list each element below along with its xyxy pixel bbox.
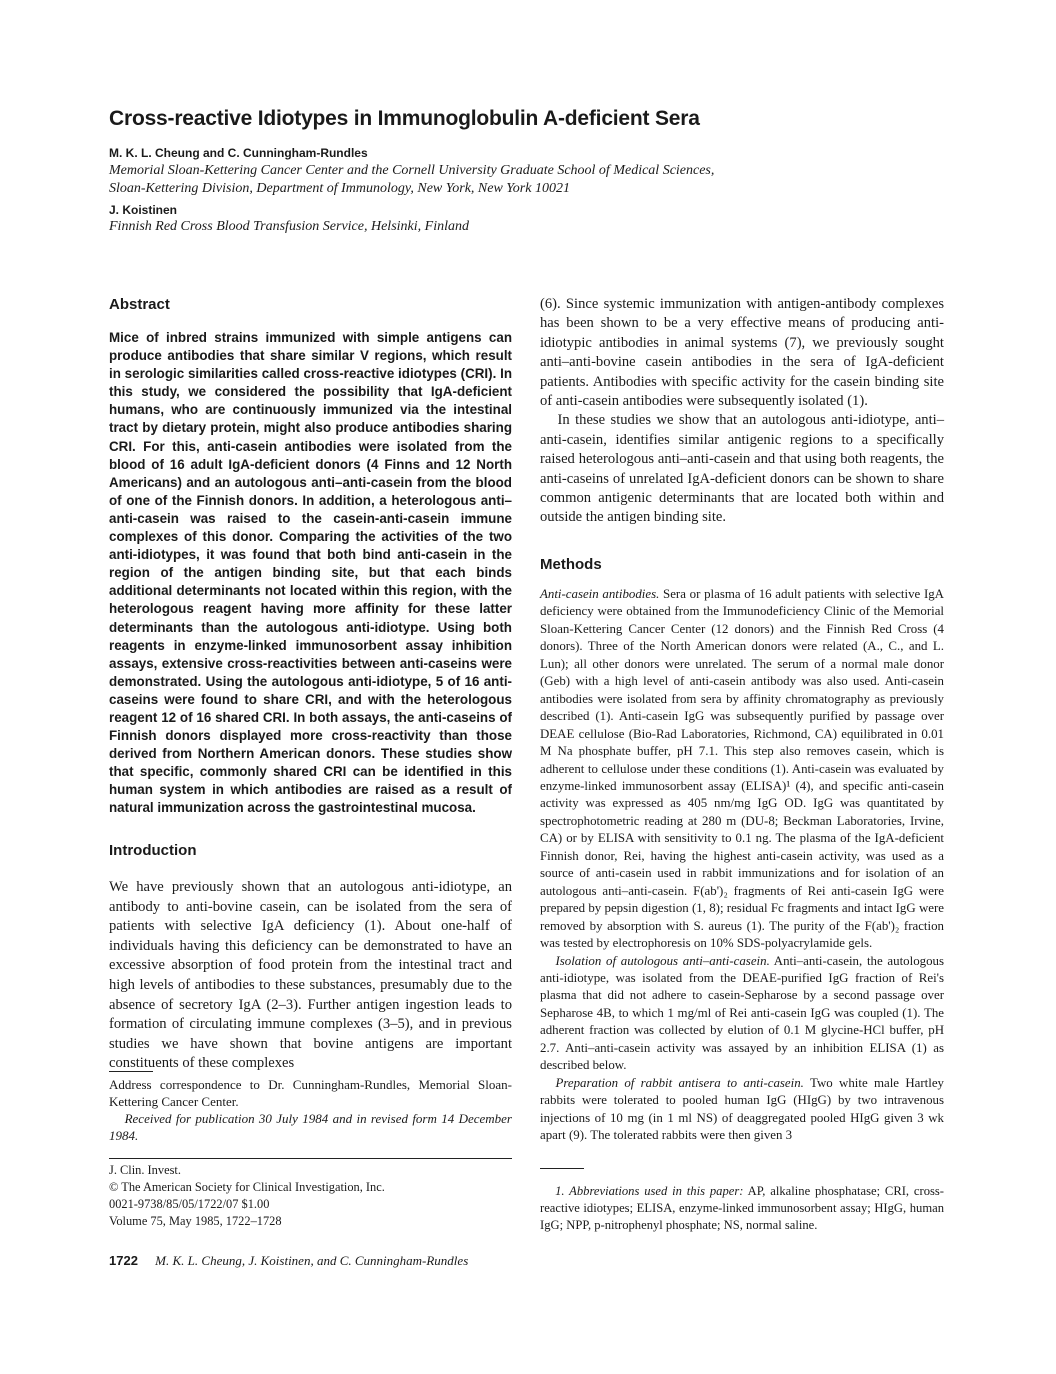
article-title: Cross-reactive Idiotypes in Immunoglobulin A-deficient Sera [109,107,700,130]
issn-line: 0021-9738/85/05/1722/07 $1.00 [109,1197,270,1211]
affiliation-1-line-2: Sloan-Kettering Division, Department of Immunology, New York, New York 10021 [109,181,570,196]
author-line-2: J. Koistinen [109,203,178,217]
intro-continued-paragraph-2: In these studies we show that an autologous anti-idiotype, anti–anti-casein, identifies similar antigenic regions to a specifically raised heterologous anti–anti-casein and that using both reagents, the anti-caseins of unrelated IgA-deficient donors can be shown to share common antigenic determinants that are located both within and outside the antigen binding site. [540,412,944,526]
footnote-rule-left [109,1071,153,1072]
received-text: Received for publication 30 July 1984 and in revised form 14 December 1984. [109,1111,512,1143]
abbreviations-footnote [540,1183,944,1234]
footer-authors: M. K. L. Cheung, J. Koistinen, and C. Cunningham-Rundles [155,1253,469,1268]
introduction-paragraph: We have previously shown that an autologous anti-idiotype, an antibody to anti-bovine casein, can be isolated from the sera of patients with selective IgA deficiency (1). About one-half of individuals having this deficiency can be demonstrated to have an excessive absorption of food protein from the intestinal tract and high levels of antibodies to these substances, presumably due to the absence of secretory IgA (2–3). Further antigen ingestion leads to formation of circulating immune complexes (3–5), and in previous studies we have shown that bovine antigens are important constituents of these complexes [109,879,512,1072]
abstract-text: Mice of inbred strains immunized with simple antigens can produce antibodies that share similar V regions, which result in serologic similarities called cross-reactive idiotypes (CRI). In this study, we considered the possibility that IgA-deficient humans, who are continuously immunized via the intestinal tract by dietary protein, might also produce antibodies sharing CRI. For this, anti-casein antibodies were isolated from the blood of 16 adult IgA-deficient donors (4 Finns and 12 North Americans) and an autologous anti–anti-casein from the blood of one of the Finnish donors. In addition, a heterologous anti–anti-casein was raised to the casein-anti-casein immune complexes of this donor. Comparing the activities of the two anti-idiotypes, it was found that both bind anti-casein in the region of the antigen binding site, but that each binds additional determinants not located within this region, with the heterologous reagent having more affinity for these latter determinants than the autologous anti-idiotype. Using both reagents in enzyme-linked immunosorbent assay inhibition assays, extensive cross-reactivities between anti-caseins were demonstrated. Using the autologous anti-idiotype, 5 of 16 anti-caseins were found to share CRI, and with the heterologous reagent 12 of 16 shared CRI. In both assays, the anti-caseins of Finnish donors displayed more cross-reactivity than those derived from Northern American donors. These studies show that specific, commonly shared CRI can be identified in this human system in which antibodies are raised as a result of natural immunization across the gastrointestinal mucosa. [109,330,512,816]
abstract-heading: Abstract [109,296,170,313]
methods-paragraph-3-text: Two white male Hartley rabbits were tolerated to pooled human IgG (HIgG) by two intravenous injections of 10 mg (in 1 ml NS) of deaggregated pooled HIgG given 3 wk apart (9). The tolerated rabbits were then given 3 [540,1075,944,1143]
affiliation-1 [109,162,929,198]
affiliation-1-line-1: Memorial Sloan-Kettering Cancer Center and the Cornell University Graduate School of Medical Sciences, [109,163,715,178]
methods-paragraph-1-text: Sera or plasma of 16 adult patients with selective IgA deficiency were obtained from the Immunodeficiency Clinic of the Memorial Sloan-Kettering Cancer Center (12 donors) and the Finnish Red Cross (4 donors). Three of the North American donors were related (A., C., and L. Lun); all other donors were unrelated. The serum of a normal male donor (Geb) with a high level of anti-casein antibody was also used. Anti-casein antibodies were isolated from sera by affinity chromatography as previously described (1). Anti-casein IgG was subsequently purified by passage over DEAE cellulose (Bio-Rad Laboratories, Richmond, CA) equilibrated in 0.01 M Na phosphate buffer, pH 7.1. This step also removes casein, which is adherent to cellulose under these conditions (1). Anti-casein was evaluated by enzyme-linked immunosorbent assay (ELISA)¹ (4), and specific anti-casein activity was expressed as 405 nm/mg IgG OD. IgG was quantitated by spectrophotometric reading at 280 m (DU-8; Beckman Laboratories, Irvine, CA) or by ELISA with sensitivity to 0.1 ng. The plasma of the IgA-deficient Finnish donor, Rei, having the highest anti-casein activity, was used as a source of anti-casein used in rabbit immunizations and for isolation of an autologous anti–anti-casein. F(ab')₂ fragments of Rei anti-casein IgG were prepared by pepsin digestion (1, 8); residual Fc fragments and intact IgG were removed by absorption with S. aureus (1). The purity of the F(ab')₂ fraction was tested by electrophoresis on 10% SDS-polyacrylamide gels. [540,587,944,951]
footnote-rule-right [540,1168,584,1169]
correspondence-note [109,1076,512,1144]
abstract-body [109,329,512,818]
methods-body [540,586,944,1145]
journal-meta [109,1162,385,1230]
methods-paragraph-2-text: Anti–anti-casein, the autologous anti-idiotype, was isolated from the DEAE-purified IgG fraction of Rei's plasma that did not adhere to casein-Sepharose by a second passage over Sepharose 4B, to which 1 mg/ml of Rei anti-casein IgG was coupled (1). The adherent fraction was collected by elution of 0.1 M glycine-HCl buffer, pH 2.7. Anti–anti-casein activity was assayed by an inhibition ELISA (1) as described below. [540,953,944,1073]
methods-paragraph-1 [540,586,944,953]
intro-continued [540,295,944,528]
author-line-1: M. K. L. Cheung and C. Cunningham-Rundles [109,146,368,160]
methods-subhead-isolation: Isolation of autologous anti–anti-casein. [555,953,770,968]
methods-heading: Methods [540,556,602,573]
abbreviations-label: 1. Abbreviations used in this paper: [555,1184,744,1198]
introduction-heading: Introduction [109,842,197,859]
methods-subhead-rabbit: Preparation of rabbit antisera to anti-casein. [555,1075,804,1090]
introduction-body [109,878,512,1074]
volume-line: Volume 75, May 1985, 1722–1728 [109,1214,282,1228]
intro-continued-paragraph-1: (6). Since systemic immunization with antigen-antibody complexes has been shown to be a very effective means of producing anti-idiotypic antibodies in animal systems (7), we previously sought anti–anti-bovine casein antibodies in the sera of IgA-deficient patients. Antibodies with specific activity for the casein binding site of anti-casein antibodies were subsequently isolated (1). [540,296,944,410]
abbreviations-text: AP, alkaline phosphatase; CRI, cross-reactive idiotypes; ELISA, enzyme-linked immunosorbent assay; HIgG, human IgG; NPP, p-nitrophenyl phosphate; NS, normal saline. [540,1184,944,1232]
methods-paragraph-2 [540,953,944,1075]
methods-paragraph-3 [540,1075,944,1145]
journal-name: J. Clin. Invest. [109,1163,181,1177]
correspondence-text: Address correspondence to Dr. Cunningham-Rundles, Memorial Sloan-Kettering Cancer Center. [109,1077,512,1109]
affiliation-2: Finnish Red Cross Blood Transfusion Service, Helsinki, Finland [109,219,469,234]
journal-meta-rule [109,1158,512,1159]
methods-subhead-anti-casein: Anti-casein antibodies. [540,587,660,601]
page-footer [109,1253,468,1269]
abbreviations-paragraph [540,1183,944,1234]
page-number: 1722 [109,1253,138,1268]
copyright-line: © The American Society for Clinical Investigation, Inc. [109,1180,385,1194]
